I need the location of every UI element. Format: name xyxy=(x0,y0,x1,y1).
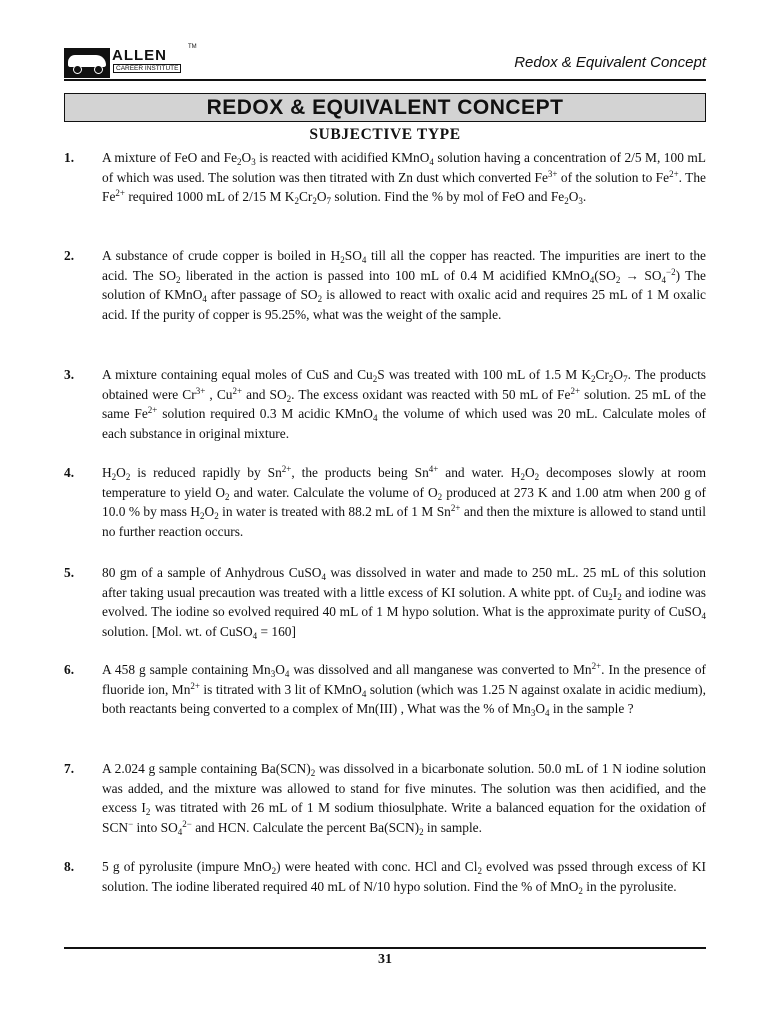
question-number: 2. xyxy=(64,248,75,263)
question-number: 1. xyxy=(64,150,75,165)
footer-rule xyxy=(64,947,706,949)
question-number: 6. xyxy=(64,662,75,677)
page-header xyxy=(64,44,706,80)
question-number: 5. xyxy=(64,565,75,580)
trademark: TM xyxy=(188,44,197,50)
question-text: 5 g of pyrolusite (impure MnO$_2$) were heated with conc. HCl and $Cl_2$ evolved was pssed through excess of KI solution. The iodine liberated required 40 mL of N/10 hypo solution. Find the % of MnO$_2$ in the pyrolusite. xyxy=(102,859,706,896)
car-icon xyxy=(64,48,110,78)
question-text: A mixture containing equal moles of CuS and $Cu_2S$ was treated with 100 mL of 1.5 M $K_2Cr_2O_7$. The products obtained were $Cr^{3+}$ , $Cu^{2+}$ and $SO_2$. The excess oxidant was reacted with 50 mL of $Fe^{2+}$ solution. 25 mL of the same $Fe^{2+}$ solution required 0.3 M acidic KMnO$_4$ the volume of which used was 20 mL. Calculate moles of each substance in original mixture. xyxy=(102,367,706,441)
question-text: A 2.024 g sample containing $Ba(SCN)_2$ was dissolved in a bicarbonate solution. 50.0 mL of 1 N iodine solution was added, and the mixture was allowed to stand for five minutes. The solution was then acidified, and the excess $I_2$ was titrated with 26 mL of 1 M sodium thiosulphate. Write a balanced equation for the oxidation of SCN− into $SO_4^{2-}$ and HCN. Calculate the percent $Ba(SCN)_2$ in sample. xyxy=(102,761,707,837)
allen-logo xyxy=(64,44,197,78)
question-1 xyxy=(64,148,706,207)
logo-subtitle: CAREER INSTITUTE xyxy=(113,64,181,73)
question-number: 7. xyxy=(64,761,75,776)
question-7 xyxy=(64,759,706,837)
page-number: 31 xyxy=(378,952,392,967)
question-text: $H_2O_2$ is reduced rapidly by $Sn^{2+}$, the products being $Sn^{4+}$ and water. $H_2O_2$ decomposes slowly at room temperature to yield $O_2$ and water. Calculate the volume of $O_2$ produced at 273 K and 1.00 atm when 200 g of 10.0 % by mass $H_2O_2$ in water is treated with 88.2 mL of 1 M $Sn^{2+}$ and then the mixture is allowed to stand until no further reaction occurs. xyxy=(102,464,707,539)
question-text: 80 gm of a sample of Anhydrous CuSO$_4$ was dissolved in water and made to 250 mL. 25 mL of this solution after taking usual precaution was treated with a little excess of KI solution. A white ppt. of $Cu_2I_2$ and iodine was evolved. The iodine so evolved required 40 mL of 1 M hypo solution. What is the approximate purity of CuSO$_4$ solution. [Mol. wt. of CuSO$_4$ = 160] xyxy=(102,565,706,641)
running-title: Redox & Equivalent Concept xyxy=(514,54,706,71)
question-text: A mixture of FeO and $Fe_2O_3$ is reacted with acidified KMnO$_4$ solution having a concentration of 2/5 M, 100 mL of which was used. The solution was then titrated with Zn dust which converted $Fe^{3+}$ of the solution to $Fe^{2+}$. The $Fe^{2+}$ required 1000 mL of 2/15 M $K_2Cr_2O_7$ solution. Find the % by mol of FeO and $Fe_2O_3$. xyxy=(102,150,706,207)
question-number: 3. xyxy=(64,367,75,382)
question-text: A substance of crude copper is boiled in $H_2SO_4$ till all the copper has reacted. The impurities are inert to the acid. The $SO_2$ liberated in the action is passed into 100 mL of 0.4 M acidified $KMnO_4(SO_2 \to SO_4^{-2})$ The solution of KMnO$_4$ after passage of $SO_2$ is allowed to react with oxalic acid and requires 25 mL of 1 M oxalic acid. If the purity of copper is 95.25%, what was the weight of the sample. xyxy=(102,248,706,322)
question-number: 4. xyxy=(64,465,75,480)
logo-brand: ALLEN xyxy=(112,47,167,64)
question-4 xyxy=(64,463,706,541)
question-6 xyxy=(64,660,706,719)
section-subtitle: SUBJECTIVE TYPE xyxy=(309,126,461,143)
header-rule xyxy=(64,79,706,81)
page-title: REDOX & EQUIVALENT CONCEPT xyxy=(64,93,706,122)
question-number: 8. xyxy=(64,859,75,874)
question-5 xyxy=(64,563,706,641)
question-3 xyxy=(64,365,706,443)
question-2 xyxy=(64,246,706,324)
question-8 xyxy=(64,857,706,896)
question-text: A 458 g sample containing $Mn_3O_4$ was dissolved and all manganese was converted to $Mn^{2+}$. In the presence of fluoride ion, $Mn^{2+}$ is titrated with 3 lit of KMnO$_4$ solution (which was 1.25 N against oxalate in acidic medium), both reactants being converted to a complex of Mn(III) , What was the % of $Mn_3O_4$ in the sample ? xyxy=(102,661,706,719)
